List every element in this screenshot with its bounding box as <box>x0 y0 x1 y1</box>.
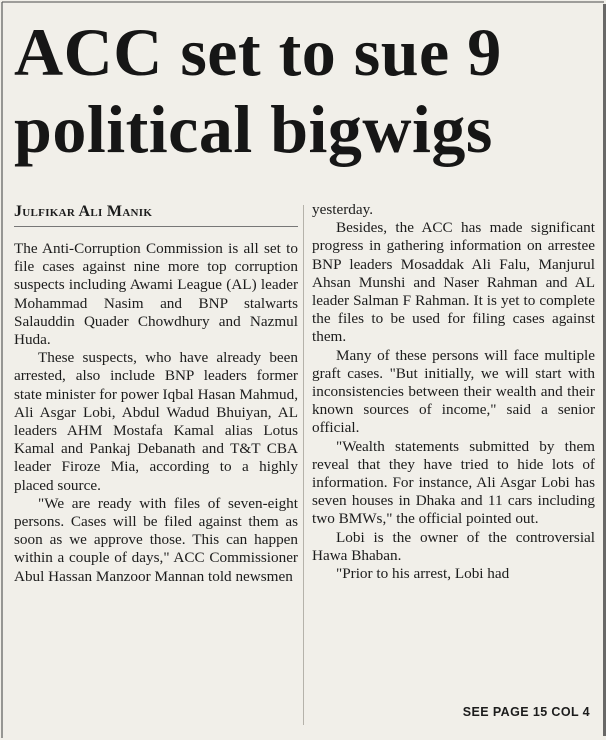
paragraph: Lobi is the owner of the controversial Hawa Bhaban. <box>312 528 595 564</box>
clipping-left-edge <box>1 2 3 738</box>
paragraph: Besides, the ACC has made significant progress in gathering information on arrestee BNP leaders Mosaddak Ali Falu, Manjurul Ahsan Munshi and Naser Rahman and AL leader Salman F Rahman. It is yet to complete the files to be used for filing cases against them. <box>312 219 595 346</box>
article-column-left <box>14 240 298 586</box>
continuation-jump-line: SEE PAGE 15 COL 4 <box>462 705 590 719</box>
byline: Julfikar Ali Manik <box>14 203 153 220</box>
paragraph: "Wealth statements submitted by them reveal that they have tried to hide lots of information. For instance, Ali Asgar Lobi has seven houses in Dhaka and 11 cars including two BMWs," the official pointed out. <box>312 437 595 528</box>
clipping-top-edge <box>2 1 604 3</box>
column-divider <box>303 205 304 725</box>
headline-line-1: ACC set to sue 9 <box>14 14 502 90</box>
article-column-right <box>312 201 595 583</box>
paragraph: "We are ready with files of seven-eight persons. Cases will be filed against them as soon as we approve those. This can happen within a couple of days," ACC Commissioner Abul Hassan Manzoor Mannan told newsmen <box>14 494 298 585</box>
headline <box>14 14 594 168</box>
byline-rule <box>14 226 298 227</box>
paragraph: Many of these persons will face multiple graft cases. "But initially, we will start with inconsistencies between their wealth and their known sources of income," said a senior official. <box>312 346 595 437</box>
paragraph: "Prior to his arrest, Lobi had <box>336 565 510 583</box>
paragraph: These suspects, who have already been arrested, also include BNP leaders former state minister for power Iqbal Hasan Mahmud, Ali Asgar Lobi, Abdul Wadud Bhuiyan, AL leaders AHM Mostafa Kamal alias Lotus Kamal and Pankaj Debanath and T&T CBA leader Firoze Mia, according to a highly placed source. <box>14 349 298 494</box>
byline-block <box>14 203 298 221</box>
headline-line-2: political bigwigs <box>14 91 493 167</box>
paragraph: The Anti-Corruption Commission is all set to file cases against nine more top corruption suspects including Awami League (AL) leader Mohammad Nasim and BNP stalwarts Salauddin Quader Chowdhury and Nazmul Huda. <box>14 240 298 349</box>
paragraph: yesterday. <box>312 201 374 218</box>
